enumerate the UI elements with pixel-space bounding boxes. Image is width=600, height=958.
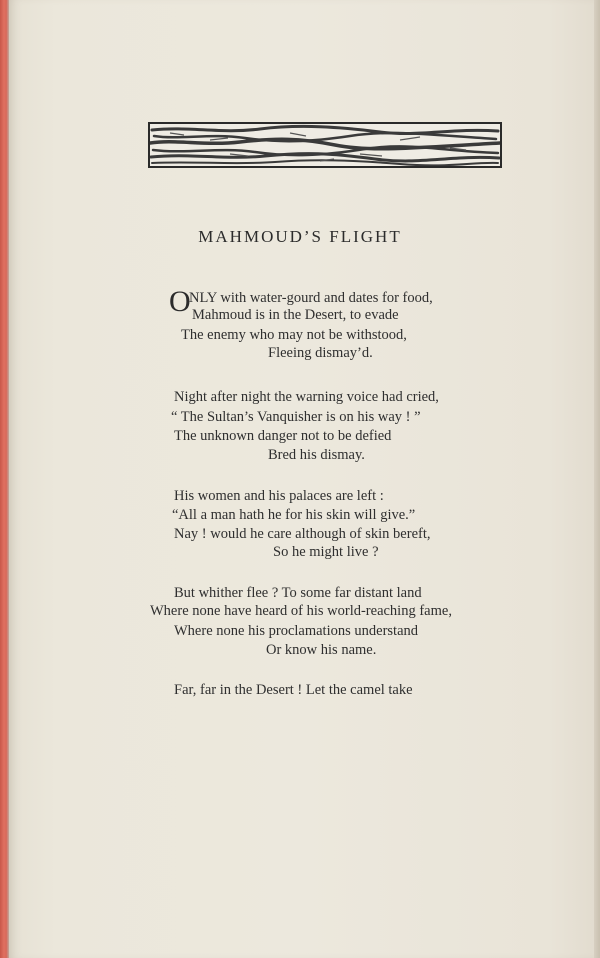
poem-line: Where none have heard of his world-reaching fame,	[150, 603, 452, 619]
poem-line: So he might live ?	[273, 544, 379, 560]
poem-line: NLY with water-gourd and dates for food,	[189, 290, 433, 306]
poem-line: Bred his dismay.	[268, 447, 365, 463]
poem-line: But whither flee ? To some far distant land	[174, 585, 422, 601]
poem-line: Or know his name.	[266, 642, 377, 658]
poem-line: Where none his proclamations understand	[174, 623, 419, 639]
poem-line: Far, far in the Desert ! Let the camel take	[174, 682, 413, 698]
poem-line: Night after night the warning voice had cried,	[174, 389, 439, 405]
poem-line: “ The Sultan’s Vanquisher is on his way ! ”	[171, 409, 421, 425]
drop-cap: O	[169, 285, 191, 318]
poem-title: MAHMOUD’S FLIGHT	[198, 227, 402, 246]
poem-line: Nay ! would he care although of skin bereft,	[174, 526, 431, 542]
poem-line: “All a man hath he for his skin will give.”	[172, 507, 416, 523]
poem-line: The unknown danger not to be defied	[174, 428, 392, 444]
poem-line: The enemy who may not be withstood,	[181, 327, 407, 343]
poem-line: Mahmoud is in the Desert, to evade	[192, 307, 399, 323]
poem-line: His women and his palaces are left :	[174, 488, 384, 504]
poem-line: Fleeing dismay’d.	[268, 345, 373, 361]
